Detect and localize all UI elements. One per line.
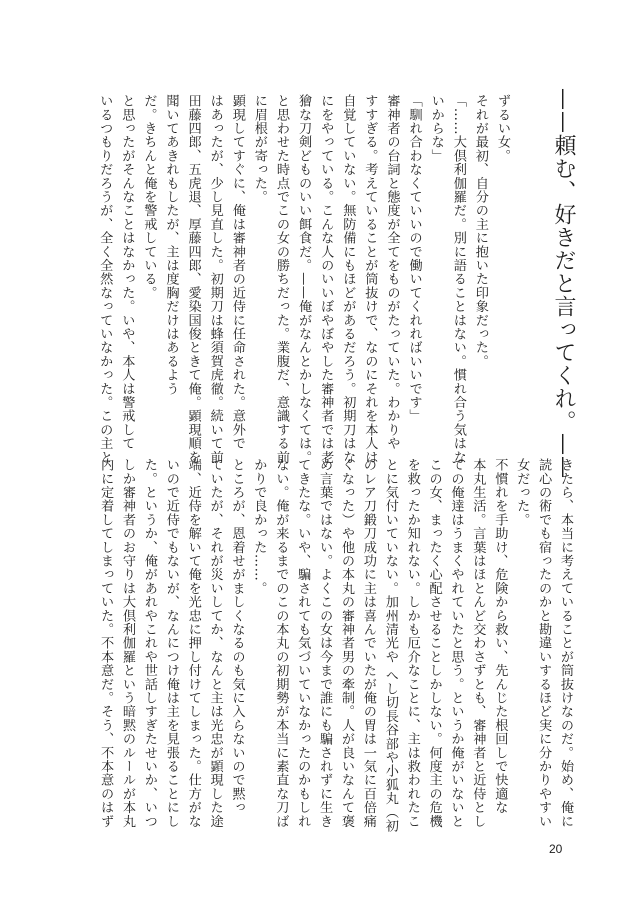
text-line: と思ったがそんなことはなかった。いや、本人は警戒して (119, 94, 135, 451)
text-line: くなった）や他の本丸の審神者男の牽制。人が良いなんて褒 (339, 458, 354, 828)
text-line: いので近侍でもないが、なんにつけ俺は主を見張ることにし (163, 458, 179, 828)
text-line: のレア刀鍛刀成功に主は喜んでいたが俺の胃は一気に百倍痛 (360, 458, 376, 828)
text-line: 顕現してすぐに、俺は審神者の近侍に任命された。意外で (229, 94, 245, 451)
text-line: ずるい女。 (495, 94, 510, 163)
text-line: 不慣れを手助け、危険から救い、先んじた根回しで快適な (492, 458, 508, 815)
text-line: 内に定着してしまっていた。不本意だ。そう、不本意のはず (98, 458, 114, 828)
text-line: 審神者の台詞と態度が全てをものがたっていた。わかりや (384, 94, 400, 451)
text-line: ていたが、それが災いしてか、なんと主は光忠が顕現した途 (207, 458, 223, 828)
text-line: を救ったか知れない。しかも厄介なことに、主は救われたこ (404, 458, 420, 828)
text-line: てきたな。いや、騙されても気づいていなかったのかもしれ (295, 458, 311, 828)
text-line: とに気付いていない。加州清光や へし切長谷部や小狐丸（初 (382, 458, 398, 833)
text-line: はあったが、少し見直した。初期刀は蜂須賀虎徹。続いて前 (207, 94, 223, 464)
text-line: だ。きちんと俺を警戒している。 (141, 94, 157, 300)
page-number: 20 (549, 842, 563, 856)
text-line: この女、まったく心配させることしかしない。何度主の危機 (426, 458, 442, 828)
text-line: 聞いてあきれもしたが、主は度胸だけはあるよう (163, 94, 179, 396)
text-line: きたら、本当に考えていることが筒抜けなのだ。始め、俺に (558, 458, 573, 828)
text-line: ての俺達はうまくやれていたと思う。というか俺がいないと (448, 458, 464, 828)
text-line: かりで良かった……。 (251, 458, 267, 595)
text-line: 端、近侍を解いて俺を光忠に押し付けてしまった。仕方がな (185, 458, 201, 828)
text-line: 「……大倶利伽羅だ。別に語ることはない。慣れ合う気はな (450, 94, 466, 464)
text-line: ない。俺が来るまでのこの本丸の初期勢が本当に素直な刀ば (273, 458, 289, 828)
text-line: ところが、恩着せがましくなるのも気に入らないので黙っ (229, 458, 245, 815)
text-line: に眉根が寄った。 (251, 94, 267, 204)
text-line: にをやっている。こんな人のいいぼやぼやした審神者では老 (318, 94, 334, 464)
text-line: いからな」 (428, 94, 444, 163)
text-line: 田藤四郎、五虎退、厚藤四郎、愛染国俊ときて俺。顕現順を (185, 94, 201, 464)
text-line: 読心の術でも宿ったのかと勘違いするほど実に分かりやすい (536, 458, 552, 828)
text-line: 「馴れ合わなくていいので働いてくれればいいです」 (406, 94, 422, 423)
text-line: すすぎる。考えていることが筒抜けで、なのにそれを本人は (362, 94, 378, 464)
text-block-top (91, 94, 511, 464)
text-line: いるつもりだろうが、全く全然なっていなかった。この主と (97, 94, 113, 464)
text-line: しか審神者のお守りは大倶利伽羅という暗黙のルールが本丸 (120, 458, 135, 828)
text-line: 女だった。 (514, 458, 530, 527)
text-line: 獪な刀剣どものいい餌食だ。——俺がなんとかしなくては。 (296, 94, 312, 464)
text-line: それが最初、自分の主に抱いた印象だった。 (472, 94, 488, 368)
chapter-title: ——頼む、好きだと言ってくれ。—— (551, 88, 576, 479)
text-line: め言葉ではない。よくこの女は今まで誰にも騙されずに生き (317, 458, 333, 828)
text-line: 本丸生活。言葉はほとんど交わさずとも、審神者と近侍とし (470, 458, 486, 828)
text-line: た。というか、俺があれやこれや世話しすぎたせいか、いつ (141, 458, 157, 828)
text-block-bottom (94, 458, 574, 833)
text-line: 自覚していない。無防備にもほどがあるだろう。初期刀はな (340, 94, 356, 464)
text-line: と思わせた時点でこの女の勝ちだった。業腹だ、意識する前 (274, 94, 289, 464)
